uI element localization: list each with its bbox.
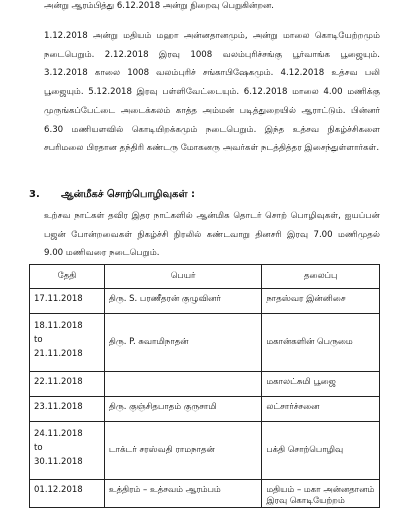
schedule-table (29, 264, 380, 508)
section-title: ஆன்மீகச் சொற்பொழிவுகள் : (61, 189, 195, 200)
section-heading (29, 188, 379, 202)
row-date: 01.12.2018 (30, 480, 105, 508)
header-topic: தலைப்பு (262, 265, 380, 289)
intro-top-line: அன்று ஆரம்பித்து 6.12.2018 அன்று நிறைவு பெறுகின்றன. (44, 1, 274, 11)
header-name: பெயர் (104, 265, 261, 289)
row-topic: பக்தி சொற்பொழிவு (262, 422, 380, 480)
section-number: 3. (29, 189, 40, 200)
row-topic: லட்சார்ச்சனை (262, 397, 380, 422)
topic-line-1: மதியம் – மகா அன்னதானம் (266, 485, 375, 495)
table-row (30, 372, 380, 397)
date-from: 18.11.2018 (34, 321, 83, 331)
table-row (30, 314, 380, 372)
row-name: திரு. குஞ்சிதபாதம் குருசாமி (104, 397, 261, 422)
date-to-word: to (34, 335, 43, 345)
table-row (30, 289, 380, 314)
section-paragraph: உற்சவ நாட்கள் தவிர இதர நாட்களில் ஆன்மிக தொடர் சொற் பொழிவுகள், ஐயப்பன் பஜன் போன்றவைகள் நிகழ்ச்சி நிரலில் கண்டவாறு தினசரி இரவு 7.00 மணிமுதல் 9.00 மணிவரை நடைபெறும். (44, 211, 380, 259)
festival-paragraph: 1.12.2018 அன்று மதியம் மஹா அன்னதானமும், அன்று மாலை கொடியேற்றமும் நடைபெறும். 2.12.2018 இரவு 1008 வலம்புரிச்சங்கு பூர்வாங்க பூஜையும். 3.12.2018 காலை 1008 வலம்புரிச் சங்காபிஷேகமும். 4.12.2018 உத்சவ பலி பூஜையும். 5.12.2018 இரவு பள்ளிவேட்டையும். 6.12.2018 மாலை 4.00 மணிக்கு முருங்கப்பேட்டை அடைக்கலம் காத்த அம்மன் படித்துறையில் ஆராட்டும். பின்னர் 6.30 மணியளவில் கொடியிறக்கமும் நடைபெறும். இந்த உத்சவ நிகழ்ச்சிகளை சபரிமலை பிரதான தந்திரி கண்டரு மோகனரு அவர்கள் நடத்தித்தர இசைந்துள்ளார்கள். (44, 31, 380, 154)
row-name: உத்திரம் – உத்சவம் ஆரம்பம் (104, 480, 261, 508)
date-to: 30.11.2018 (34, 457, 83, 467)
row-topic: மகாலட்சுமி பூஜை (262, 372, 380, 397)
date-from: 24.11.2018 (34, 429, 83, 439)
date-to-word: to (34, 443, 43, 453)
row-date: 17.11.2018 (30, 289, 105, 314)
row-topic: மகான்களின் பெருமை (262, 314, 380, 372)
row-date-range (30, 314, 105, 372)
row-name: டாக்டர் சரஸ்வதி ராமநாதன் (104, 422, 261, 480)
table-row (30, 422, 380, 480)
row-name: திரு. S. பரணீதரன் குழுவினர் (104, 289, 261, 314)
table-header-row (30, 265, 380, 289)
topic-line-2: இரவு கொடியேற்றம் (266, 496, 345, 506)
table-row (30, 480, 380, 508)
date-to: 21.11.2018 (34, 349, 83, 359)
header-date: தேதி (30, 265, 105, 289)
row-topic: நாதஸ்வர இன்னிசை (262, 289, 380, 314)
row-date: 22.11.2018 (30, 372, 105, 397)
row-name (104, 372, 261, 397)
row-name: திரு. P. சுவாமிநாதன் (104, 314, 261, 372)
row-topic (262, 480, 380, 508)
table-row (30, 397, 380, 422)
row-date-range (30, 422, 105, 480)
row-date: 23.11.2018 (30, 397, 105, 422)
